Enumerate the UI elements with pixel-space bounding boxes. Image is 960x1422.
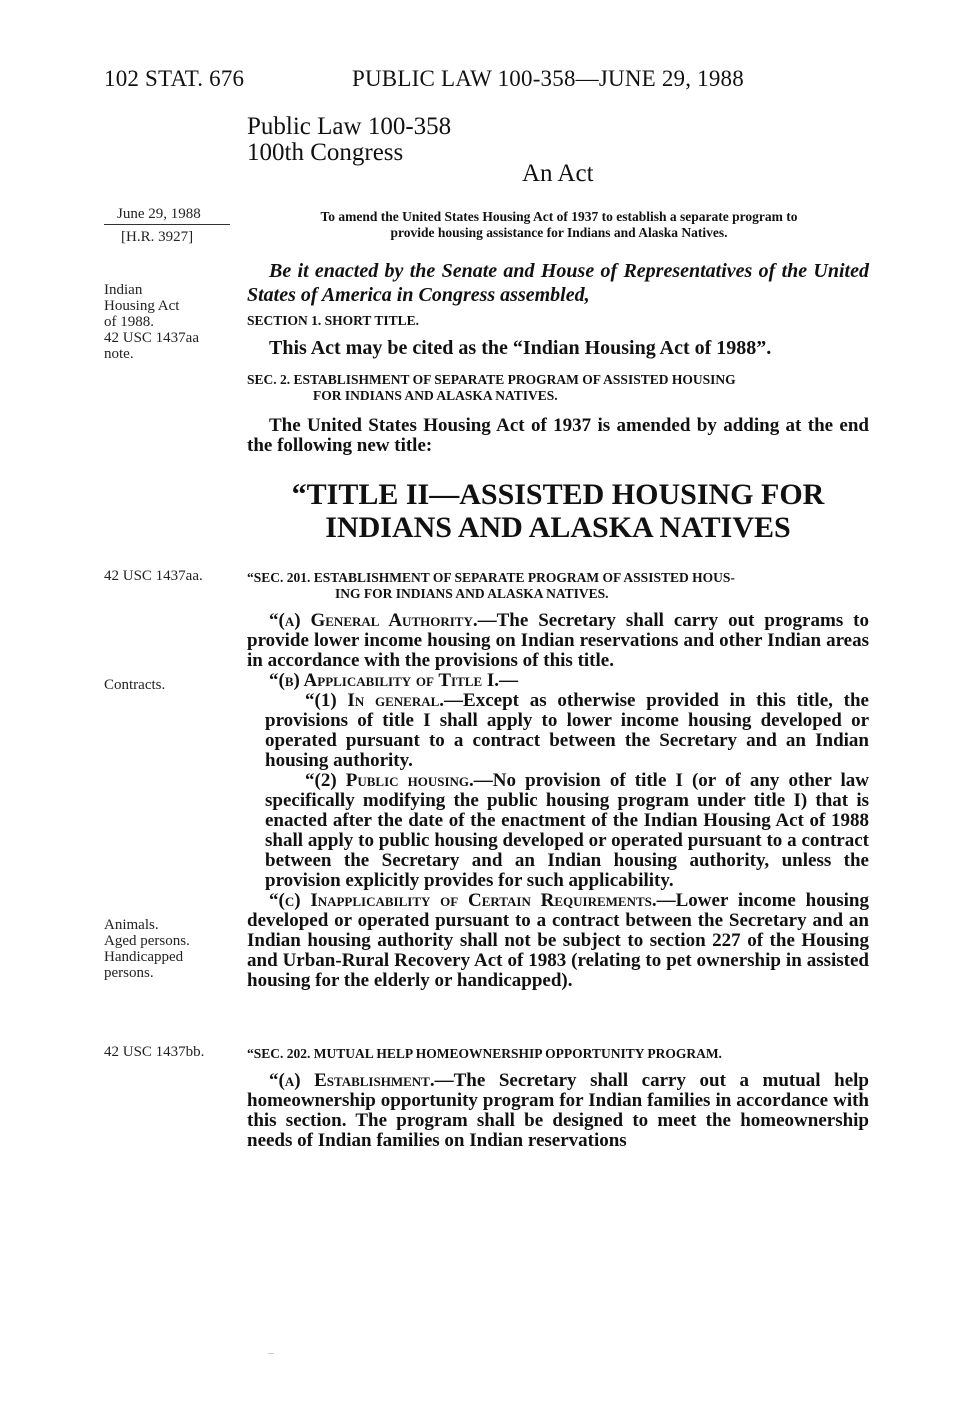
margin-note-line: Animals. bbox=[104, 917, 159, 933]
section-2-text: The United States Housing Act of 1937 is amended by adding at the end the following new title: bbox=[247, 415, 869, 456]
margin-note-line: Handicapped bbox=[104, 949, 184, 965]
enacting-text: Be it enacted by the Senate and House of Representatives of the United States of America in Congress assembled, bbox=[247, 260, 869, 306]
paragraph-text: —Except as otherwise provided in this title, the provisions of title I shall apply to lower income housing developed or operated pursuant to a contract between the Secretary and an Indian housing authority. bbox=[265, 690, 869, 771]
public-law-number: Public Law 100-358 bbox=[247, 113, 452, 140]
page-reference: 102 STAT. 676 bbox=[104, 66, 245, 91]
purpose-line: provide housing assistance for Indians and Alaska Natives. bbox=[390, 225, 728, 240]
section-202-heading: “SEC. 202. MUTUAL HELP HOMEOWNERSHIP OPPORTUNITY PROGRAM. bbox=[247, 1046, 722, 1061]
subsection-c bbox=[247, 891, 869, 991]
heading-line: ING FOR INDIANS AND ALASKA NATIVES. bbox=[335, 586, 609, 601]
an-act-heading: An Act bbox=[522, 160, 594, 187]
section-1-body bbox=[247, 338, 869, 358]
subsection-text: — bbox=[499, 670, 519, 691]
margin-note-line: Indian bbox=[104, 282, 143, 298]
subsection-a bbox=[247, 611, 869, 671]
paragraph-label: “(1) In general. bbox=[305, 690, 445, 711]
subsection-b bbox=[247, 671, 869, 691]
section-201-heading bbox=[247, 570, 869, 602]
heading-line: “SEC. 201. ESTABLISHMENT OF SEPARATE PROGRAM OF ASSISTED HOUS- bbox=[247, 570, 735, 585]
congress-number: 100th Congress bbox=[247, 139, 404, 166]
subsection-label: “(a) Establishment. bbox=[269, 1070, 435, 1091]
margin-act-note bbox=[104, 282, 199, 362]
subsection-text: —The Secretary shall carry out programs to provide lower income housing on Indian reservations and other Indian areas in accordance with the provisions of this title. bbox=[247, 610, 869, 671]
section-1-heading: SECTION 1. SHORT TITLE. bbox=[247, 313, 419, 328]
paragraph-text: —No provision of title I (or of any other law specifically modifying the public housing program under title I) that is enacted after the date of the enactment of the Indian Housing Act of 1988 shall apply to public housing developed or operated pursuant to a contract between the Secretary and an Indian housing authority, unless the provision explicitly provides for such applicability. bbox=[265, 770, 869, 891]
enacting-clause bbox=[247, 259, 869, 307]
purpose-statement bbox=[250, 209, 868, 241]
title-line: INDIANS AND ALASKA NATIVES bbox=[325, 511, 791, 544]
subsection-text: —The Secretary shall carry out a mutual help homeownership opportunity program for Indian families in accordance with this section. The program shall be designed to meet the homeownership needs of Indian families on Indian reservations bbox=[247, 1070, 869, 1151]
paragraph-b2 bbox=[247, 771, 869, 891]
subsection-label: “(b) Applicability of Title I. bbox=[269, 670, 500, 691]
margin-divider bbox=[104, 224, 230, 225]
subsection-a bbox=[247, 1071, 869, 1151]
section-2-heading bbox=[247, 372, 869, 404]
margin-note-line: Housing Act bbox=[104, 298, 180, 314]
margin-note-line: persons. bbox=[104, 965, 154, 981]
margin-note-line: 42 USC 1437aa bbox=[104, 330, 199, 346]
margin-animals-note bbox=[104, 917, 190, 981]
section-201-body bbox=[247, 611, 869, 991]
heading-line: FOR INDIANS AND ALASKA NATIVES. bbox=[313, 388, 558, 403]
paragraph-label: “(2) Public housing. bbox=[305, 770, 474, 791]
title-line: “TITLE II—ASSISTED HOUSING FOR bbox=[291, 478, 825, 511]
margin-note-line: Aged persons. bbox=[104, 933, 190, 949]
heading-line: SEC. 2. ESTABLISHMENT OF SEPARATE PROGRAM OF ASSISTED HOUSING bbox=[247, 372, 736, 387]
scan-speck bbox=[268, 1353, 274, 1354]
running-title: PUBLIC LAW 100-358—JUNE 29, 1988 bbox=[352, 66, 744, 91]
section-1-text: This Act may be cited as the “Indian Housing Act of 1988”. bbox=[269, 337, 772, 359]
margin-usc-1437aa: 42 USC 1437aa. bbox=[104, 568, 203, 584]
title-ii-heading bbox=[247, 478, 869, 544]
subsection-text: —Lower income housing developed or operated pursuant to a contract between the Secretary and an Indian housing authority shall not be subject to section 227 of the Housing and Urban-Rural Recovery Act of 1983 (relating to pet ownership in assisted housing for the elderly or handicapped). bbox=[247, 890, 869, 991]
margin-note-line: note. bbox=[104, 346, 134, 362]
purpose-line: To amend the United States Housing Act of 1937 to establish a separate program to bbox=[320, 209, 798, 224]
margin-bill-number: [H.R. 3927] bbox=[121, 229, 194, 245]
paragraph-b1 bbox=[247, 691, 869, 771]
margin-note-line: of 1988. bbox=[104, 314, 154, 330]
section-2-body bbox=[247, 416, 869, 456]
margin-contracts: Contracts. bbox=[104, 677, 166, 693]
section-202-body bbox=[247, 1071, 869, 1151]
margin-usc-1437bb: 42 USC 1437bb. bbox=[104, 1044, 205, 1060]
subsection-label: “(c) Inapplicability of Certain Requirements. bbox=[269, 890, 657, 911]
margin-date: June 29, 1988 bbox=[117, 206, 201, 222]
subsection-label: “(a) General Authority. bbox=[269, 610, 478, 631]
